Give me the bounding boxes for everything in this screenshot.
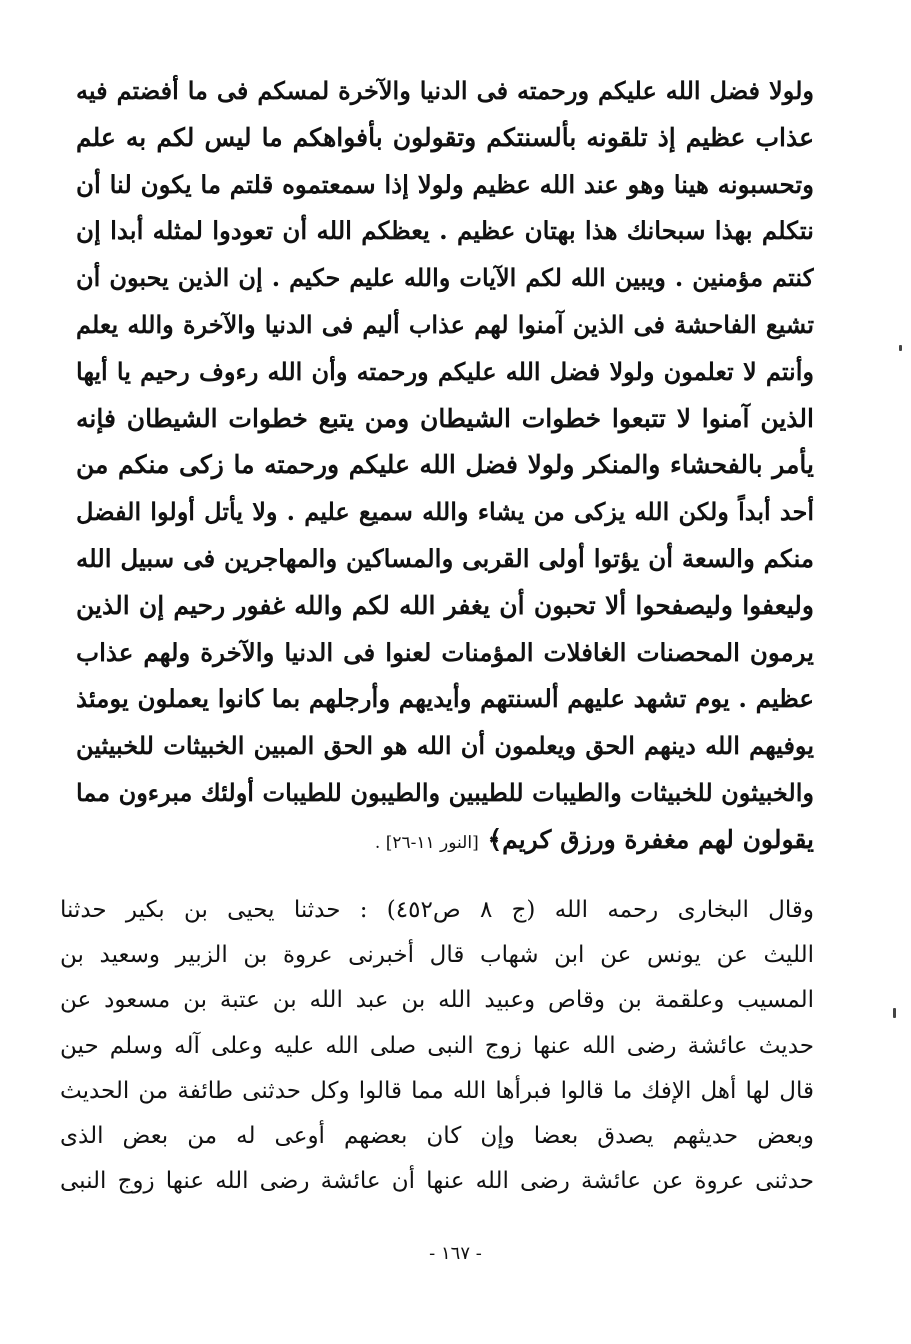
quran-line: ولولا فضل الله عليكم ورحمته فى الدنيا والآخرة لمسكم فى ما أفضتم فيه bbox=[76, 76, 814, 105]
hadith-passage bbox=[60, 888, 814, 1204]
quran-line: عظيم . يوم تشهد عليهم ألسنتهم وأيديهم وأرجلهم بما كانوا يعملون يومئذ bbox=[76, 684, 814, 714]
quran-line: كنتم مؤمنين . ويبين الله لكم الآيات والله عليم حكيم . إن الذين يحبون أن bbox=[76, 263, 814, 293]
quran-line: وتحسبونه هينا وهو عند الله عظيم ولولا إذا سمعتموه قلتم ما يكون لنا أن bbox=[76, 169, 814, 199]
hadith-line: المسيب وعلقمة بن وقاص وعبيد الله بن عبد الله بن عتبة بن مسعود عن bbox=[60, 987, 814, 1014]
quran-line: يوفيهم الله دينهم الحق ويعلمون أن الله هو الحق المبين الخبيثات للخبيثين bbox=[76, 731, 814, 761]
quran-last-line bbox=[76, 817, 814, 864]
hadith-line: وقال البخارى رحمه الله (ج ٨ ص٤٥٢) : حدثنا يحيى بن بكير حدثنا bbox=[60, 897, 814, 923]
quran-line: عذاب عظيم إذ تلقونه بألسنتكم وتقولون بأفواهكم ما ليس لكم به علم bbox=[76, 122, 814, 152]
hadith-line: حدثنى عروة عن عائشة رضى الله عنها أن عائشة رضى الله عنها زوج النبى bbox=[60, 1168, 814, 1195]
quran-line: يأمر بالفحشاء والمنكر ولولا فضل الله عليكم ورحمته ما زكى منكم من bbox=[76, 450, 814, 480]
page-number: - ١٦٧ - bbox=[429, 1243, 482, 1264]
quran-line: يرمون المحصنات الغافلات المؤمنات لعنوا فى الدنيا والآخرة ولهم عذاب bbox=[76, 637, 814, 667]
quran-line: تشيع الفاحشة فى الذين آمنوا لهم عذاب أليم فى الدنيا والآخرة والله يعلم bbox=[76, 309, 814, 339]
hadith-line: قال لها أهل الإفك ما قالوا فبرأها الله مما قالوا وكل حدثنى طائفة من الحديث bbox=[60, 1077, 814, 1104]
quran-line: وليعفوا وليصفحوا ألا تحبون أن يغفر الله لكم والله غفور رحيم إن الذين bbox=[76, 590, 814, 620]
hadith-line: حديث عائشة رضى الله عنها زوج النبى صلى الله عليه وعلى آله وسلم حين bbox=[60, 1032, 814, 1059]
hadith-line: وبعض حديثهم يصدق بعضا وإن كان بعضهم أوعى له من بعض الذى bbox=[60, 1122, 814, 1149]
quran-line: أحد أبداً ولكن الله يزكى من يشاء والله سميع عليم . ولا يأتل أولوا الفضل bbox=[76, 497, 814, 527]
quran-passage bbox=[76, 68, 814, 864]
quran-line: الذين آمنوا لا تتبعوا خطوات الشيطان ومن يتبع خطوات الشيطان فإنه bbox=[76, 403, 814, 433]
quran-line: والخبيثون للخبيثات والطيبات للطيبين والطيبون للطيبات أولئك مبرءون مما bbox=[76, 777, 814, 807]
surah-citation: [النور ١١-٢٦] . bbox=[374, 832, 479, 853]
scan-speck bbox=[899, 345, 902, 351]
scan-speck bbox=[893, 1008, 896, 1018]
quran-line: وأنتم لا تعلمون ولولا فضل الله عليكم ورحمته وأن الله رءوف رحيم يا أيها bbox=[76, 356, 814, 386]
quran-line: منكم والسعة أن يؤتوا أولى القربى والمساكين والمهاجرين فى سبيل الله bbox=[76, 543, 814, 573]
hadith-line: الليث عن يونس عن ابن شهاب قال أخبرنى عروة بن الزبير وسعيد بن bbox=[60, 942, 814, 969]
quran-line: نتكلم بهذا سبحانك هذا بهتان عظيم . يعظكم الله أن تعودوا لمثله أبدا إن bbox=[76, 216, 814, 246]
quran-last-line-text: يقولون لهم مغفرة ورزق كريم﴾ bbox=[487, 824, 814, 854]
